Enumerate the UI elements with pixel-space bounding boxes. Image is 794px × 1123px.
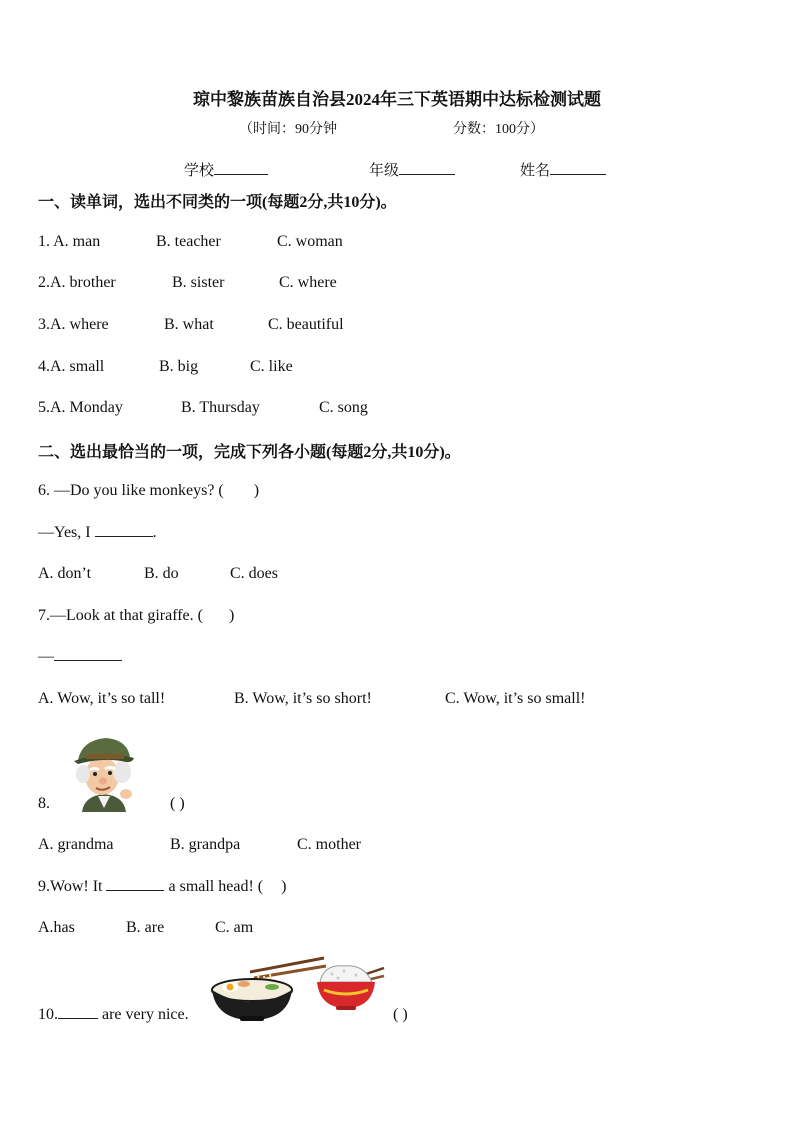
- question-9-option-c: C. am: [215, 919, 254, 936]
- school-blank[interactable]: [214, 173, 268, 175]
- question-10-blank[interactable]: [58, 1017, 98, 1019]
- section-2-heading: 二、选出最恰当的一项，完成下列各小题(每题2分,共10分)。: [38, 444, 461, 461]
- question-10-paren: ( ): [393, 1006, 408, 1023]
- question-1-a: 1. A. man: [38, 233, 101, 250]
- exam-score: 分数：100分）: [453, 122, 544, 137]
- school-field: [184, 159, 268, 180]
- exam-time: （时间：90分钟: [239, 122, 337, 137]
- question-6-answer-prefix: —Yes, I: [38, 524, 91, 541]
- question-7-answer-prefix: —: [38, 648, 54, 665]
- question-10-text-suffix: are very nice.: [102, 1006, 189, 1023]
- question-7-text: 7.—Look at that giraffe. (: [38, 607, 203, 624]
- page-title: 琼中黎族苗族自治县2024年三下英语期中达标检测试题: [193, 90, 601, 109]
- question-9-option-b: B. are: [126, 919, 165, 936]
- grandpa-picture: [68, 730, 140, 812]
- question-9-text-suffix: a small head! (: [168, 878, 264, 895]
- question-6-answer: [38, 524, 157, 542]
- question-6-option-a: A. don’t: [38, 565, 92, 582]
- question-7-paren-close: ): [228, 607, 235, 624]
- question-6-option-b: B. do: [144, 565, 179, 582]
- school-label: 学校: [184, 163, 215, 179]
- question-4-b: B. big: [159, 358, 199, 375]
- question-3-b: B. what: [164, 316, 214, 333]
- question-7-option-b: B. Wow, it’s so short!: [234, 690, 372, 707]
- noodles-bowl-picture: [210, 954, 328, 1022]
- question-6-stem: [38, 482, 259, 500]
- name-field: [520, 159, 606, 180]
- question-1-c: C. woman: [277, 233, 343, 250]
- question-8-option-a: A. grandma: [38, 836, 114, 853]
- question-2-a: 2.A. brother: [38, 274, 116, 291]
- question-9-text-prefix: 9.Wow! It: [38, 878, 103, 895]
- question-7-answer: [38, 648, 122, 666]
- question-6-blank[interactable]: [95, 535, 153, 537]
- question-9-option-a: A.has: [38, 919, 75, 936]
- question-5-a: 5.A. Monday: [38, 399, 123, 416]
- question-2-c: C. where: [279, 274, 337, 291]
- question-4-c: C. like: [250, 358, 293, 375]
- question-1-b: B. teacher: [156, 233, 221, 250]
- rice-bowl-picture: [314, 962, 386, 1012]
- question-5-c: C. song: [319, 399, 368, 416]
- question-2-b: B. sister: [172, 274, 225, 291]
- question-8-option-b: B. grandpa: [170, 836, 241, 853]
- question-7-blank[interactable]: [54, 659, 122, 661]
- question-8-number: 8.: [38, 795, 50, 812]
- question-4-a: 4.A. small: [38, 358, 105, 375]
- question-8-option-c: C. mother: [297, 836, 361, 853]
- question-5-b: B. Thursday: [181, 399, 260, 416]
- grade-field: [369, 159, 455, 180]
- question-6-paren-close: ): [253, 482, 260, 499]
- name-blank[interactable]: [550, 173, 606, 175]
- question-6-option-c: C. does: [230, 565, 278, 582]
- question-6-answer-suffix: .: [152, 524, 157, 541]
- question-7-stem: [38, 607, 234, 625]
- question-6-text: 6. —Do you like monkeys? (: [38, 482, 224, 499]
- question-8-paren: ( ): [170, 795, 185, 812]
- question-10-number: 10.: [38, 1006, 58, 1023]
- question-3-a: 3.A. where: [38, 316, 109, 333]
- question-9-paren-close: ): [281, 878, 287, 895]
- question-10-stem: [38, 1006, 189, 1024]
- question-3-c: C. beautiful: [268, 316, 344, 333]
- name-label: 姓名: [520, 163, 551, 179]
- grade-label: 年级: [369, 163, 400, 179]
- grade-blank[interactable]: [399, 173, 455, 175]
- question-7-option-a: A. Wow, it’s so tall!: [38, 690, 166, 707]
- question-9-blank[interactable]: [106, 889, 164, 891]
- question-7-option-c: C. Wow, it’s so small!: [445, 690, 586, 707]
- section-1-heading: 一、读单词，选出不同类的一项(每题2分,共10分)。: [38, 194, 397, 211]
- question-9-stem: [38, 878, 286, 896]
